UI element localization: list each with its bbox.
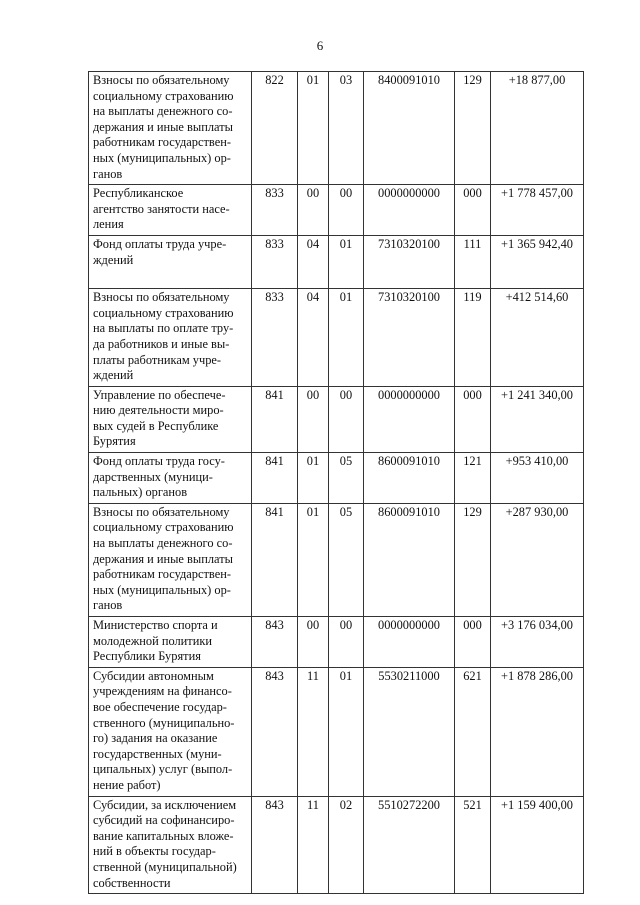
cell-section: 01 [298,72,329,185]
cell-section: 04 [298,289,329,387]
cell-amount: +412 514,60 [491,289,584,387]
cell-target-article: 0000000000 [364,185,455,236]
cell-name: Взносы по обязательному социальному страхованию на выплаты по оплате тру- да работников и иные вы- платы работникам учре- ждений [89,289,252,387]
cell-amount: +1 159 400,00 [491,796,584,894]
cell-expense-type: 121 [455,453,491,504]
cell-subsection: 00 [329,386,364,452]
cell-amount: +287 930,00 [491,503,584,616]
cell-target-article: 7310320100 [364,289,455,387]
cell-name: Взносы по обязательному социальному страхованию на выплаты денежного со- держания и иные выплаты работникам государствен- ных (муниципальных) ор- ганов [89,503,252,616]
cell-name: Министерство спорта и молодежной политики Республики Бурятия [89,617,252,668]
cell-name: Взносы по обязательному социальному страхованию на выплаты денежного со- держания и иные выплаты работникам государствен- ных (муниципальных) ор- ганов [89,72,252,185]
cell-amount: +1 365 942,40 [491,235,584,288]
cell-grbs: 822 [252,72,298,185]
cell-section: 01 [298,503,329,616]
cell-expense-type: 000 [455,185,491,236]
table-row [89,503,584,616]
cell-grbs: 833 [252,289,298,387]
cell-expense-type: 000 [455,386,491,452]
table-row [89,72,584,185]
cell-subsection: 03 [329,72,364,185]
cell-section: 01 [298,453,329,504]
cell-target-article: 8600091010 [364,453,455,504]
cell-amount: +3 176 034,00 [491,617,584,668]
cell-name: Субсидии, за исключением субсидий на софинансиро- вание капитальных вложе- ний в объекты государ- ственной (муниципальной) собственности [89,796,252,894]
cell-name: Субсидии автономным учреждениям на финансо- вое обеспечение государ- ственного (муниципально- го) задания на оказание государственных (муни- ципальных) услуг (выпол- нение работ) [89,667,252,796]
cell-name: Управление по обеспече- нию деятельности миро- вых судей в Республике Бурятия [89,386,252,452]
cell-amount: +1 778 457,00 [491,185,584,236]
budget-table-body [89,72,584,894]
cell-section: 11 [298,667,329,796]
cell-target-article: 0000000000 [364,386,455,452]
cell-amount: +953 410,00 [491,453,584,504]
cell-grbs: 841 [252,386,298,452]
cell-subsection: 01 [329,289,364,387]
cell-subsection: 02 [329,796,364,894]
cell-target-article: 0000000000 [364,617,455,668]
cell-expense-type: 000 [455,617,491,668]
cell-grbs: 833 [252,185,298,236]
cell-expense-type: 621 [455,667,491,796]
cell-expense-type: 111 [455,235,491,288]
cell-expense-type: 129 [455,503,491,616]
cell-amount: +1 241 340,00 [491,386,584,452]
cell-grbs: 833 [252,235,298,288]
cell-target-article: 8400091010 [364,72,455,185]
cell-subsection: 05 [329,503,364,616]
table-row [89,453,584,504]
cell-amount: +18 877,00 [491,72,584,185]
cell-expense-type: 521 [455,796,491,894]
cell-section: 00 [298,386,329,452]
cell-expense-type: 119 [455,289,491,387]
cell-grbs: 843 [252,617,298,668]
cell-section: 00 [298,617,329,668]
table-row [89,235,584,288]
cell-grbs: 843 [252,796,298,894]
cell-amount: +1 878 286,00 [491,667,584,796]
cell-subsection: 00 [329,617,364,668]
cell-target-article: 7310320100 [364,235,455,288]
cell-grbs: 841 [252,453,298,504]
cell-expense-type: 129 [455,72,491,185]
cell-subsection: 00 [329,185,364,236]
table-row [89,667,584,796]
cell-target-article: 8600091010 [364,503,455,616]
table-row [89,185,584,236]
table-row [89,617,584,668]
cell-grbs: 843 [252,667,298,796]
cell-grbs: 841 [252,503,298,616]
cell-target-article: 5530211000 [364,667,455,796]
cell-target-article: 5510272200 [364,796,455,894]
cell-section: 04 [298,235,329,288]
table-row [89,796,584,894]
cell-subsection: 01 [329,667,364,796]
cell-name: Фонд оплаты труда госу- дарственных (муници- пальных) органов [89,453,252,504]
cell-subsection: 05 [329,453,364,504]
budget-table [88,71,584,894]
cell-subsection: 01 [329,235,364,288]
page-number: 6 [316,38,324,53]
table-row [89,386,584,452]
table-row [89,289,584,387]
cell-name: Фонд оплаты труда учре- ждений [89,235,252,288]
cell-section: 00 [298,185,329,236]
cell-section: 11 [298,796,329,894]
cell-name: Республиканское агентство занятости насе- ления [89,185,252,236]
